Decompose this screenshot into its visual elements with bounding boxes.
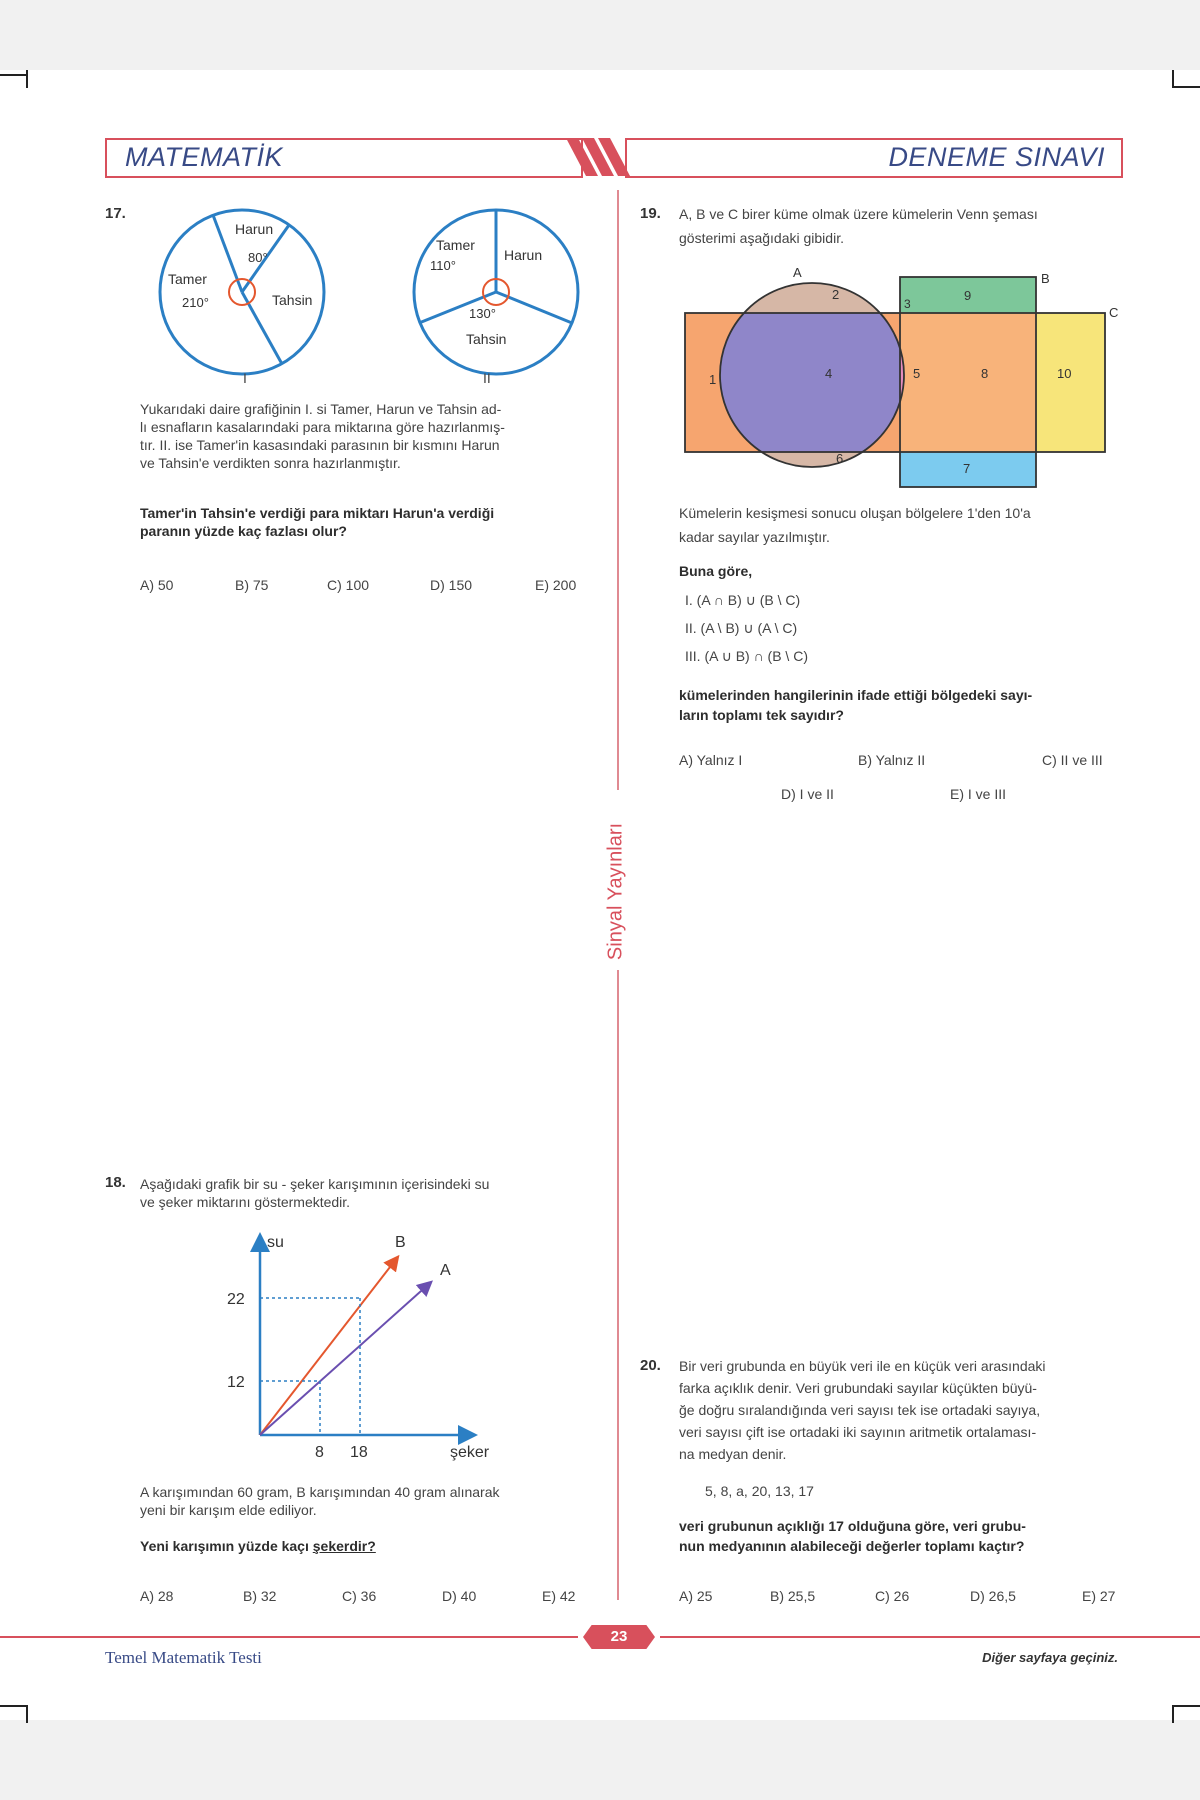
q17-text-2: lı esnafların kasalarındaki para miktarına göre hazırlanmış- (140, 419, 505, 435)
q19-intro-1: A, B ve C birer küme olmak üzere kümelerin Venn şeması (679, 206, 1038, 222)
footer-left-text: Temel Matematik Testi (105, 1648, 262, 1667)
crop-mark-top-right (1172, 86, 1200, 88)
venn-set-c: C (1109, 305, 1119, 320)
q17-option-d[interactable]: D) 150 (430, 577, 473, 593)
q18-intro-1: Aşağıdaki grafik bir su - şeker karışımının içerisindeki su (140, 1176, 490, 1192)
q19-item-1: I. (A ∩ B) ∪ (B \ C) (685, 592, 801, 608)
header-right-title: DENEME SINAVI (888, 142, 1105, 172)
q20-option-d[interactable]: D) 26,5 (970, 1588, 1016, 1604)
venn-region-1: 1 (709, 372, 717, 387)
crop-mark-bottom-right-v (1172, 1705, 1174, 1723)
q20-option-b[interactable]: B) 25,5 (770, 1588, 816, 1604)
header-left-title: MATEMATİK (125, 142, 283, 172)
q20-option-e[interactable]: E) 27 (1082, 1588, 1116, 1604)
q19-lead: Buna göre, (679, 563, 753, 579)
q17-number: 17. (105, 205, 126, 222)
q18-option-c[interactable]: C) 36 (342, 1588, 377, 1604)
q20-option-c[interactable]: C) 26 (875, 1588, 910, 1604)
q18-question-underlined: şekerdir? (312, 1538, 376, 1554)
venn-set-a: A (793, 265, 802, 280)
venn-region-4: 4 (825, 366, 833, 381)
crop-mark-bottom-right (1172, 1705, 1200, 1707)
q18-line-graph (215, 1225, 515, 1470)
q18-text-1: A karışımından 60 gram, B karışımından 40 gram alınarak (140, 1484, 500, 1500)
q19-option-b[interactable]: B) Yalnız II (858, 752, 926, 768)
crop-mark-bottom-left (0, 1705, 28, 1707)
q17-c1-tahsin: Tahsin (272, 292, 313, 308)
q17-c2-angle-tahsin: 130° (469, 306, 496, 321)
q17-c1-caption: I (243, 370, 247, 386)
q18-question (140, 1538, 376, 1555)
crop-mark-top-left-v (26, 70, 28, 88)
q19-item-2: II. (A \ B) ∪ (A \ C) (685, 620, 798, 636)
q18-option-a[interactable]: A) 28 (140, 1588, 174, 1604)
q18-option-e[interactable]: E) 42 (542, 1588, 576, 1604)
q18-y-label: su (267, 1234, 284, 1251)
q20-text-1: Bir veri grubunda en büyük veri ile en küçük veri arasındaki (679, 1358, 1046, 1374)
q19-item-3: III. (A ∪ B) ∩ (B \ C) (685, 648, 808, 664)
q19-note-2: kadar sayılar yazılmıştır. (679, 529, 830, 545)
q20-text-4: veri sayısı çift ise ortadaki iki sayının aritmetik ortalaması- (679, 1424, 1037, 1440)
side-label: Sinyal Yayınları (604, 822, 627, 961)
q20-text-5: na medyan denir. (679, 1446, 787, 1462)
q18-option-b[interactable]: B) 32 (243, 1588, 277, 1604)
q17-text-1: Yukarıdaki daire grafiğinin I. si Tamer, Harun ve Tahsin ad- (140, 401, 502, 417)
q17-c1-tamer: Tamer (168, 271, 207, 287)
venn-set-b: B (1041, 271, 1050, 286)
q17-c1-angle-harun: 80° (248, 250, 268, 265)
q19-option-a[interactable]: A) Yalnız I (679, 752, 743, 768)
q17-c2-harun: Harun (504, 247, 543, 263)
q19-question-2: ların toplamı tek sayıdır? (679, 707, 844, 723)
q17-pie-chart-2 (404, 200, 594, 390)
q19-question-1: kümelerinden hangilerinin ifade ettiği bölgedeki sayı- (679, 687, 1033, 703)
q19-intro-2: gösterimi aşağıdaki gibidir. (679, 230, 844, 246)
q20-text-2: farka açıklık denir. Veri grubundaki sayılar küçükten büyü- (679, 1380, 1037, 1396)
q17-text-4: ve Tahsin'e verdikten sonra hazırlanmıştır. (140, 455, 401, 471)
q18-text-2: yeni bir karışım elde ediliyor. (140, 1502, 317, 1518)
venn-region-5: 5 (913, 366, 921, 381)
q17-question-1: Tamer'in Tahsin'e verdiği para miktarı Harun'a verdiği (140, 505, 495, 521)
venn-region-9: 9 (964, 288, 972, 303)
venn-region-2: 2 (832, 287, 840, 302)
q18-x-tick-8: 8 (315, 1444, 324, 1461)
q17-option-a[interactable]: A) 50 (140, 577, 174, 593)
q19-option-c[interactable]: C) II ve III (1042, 752, 1103, 768)
q17-c2-tamer: Tamer (436, 237, 475, 253)
venn-region-8: 8 (981, 366, 989, 381)
column-divider-bottom (617, 970, 619, 1600)
q18-x-label: şeker (450, 1444, 490, 1461)
q17-option-c[interactable]: C) 100 (327, 577, 370, 593)
q17-option-b[interactable]: B) 75 (235, 577, 269, 593)
q17-c2-caption: II (483, 370, 491, 386)
q17-c2-angle-tamer: 110° (430, 258, 456, 273)
venn-region-3: 3 (904, 297, 911, 311)
q19-venn-diagram (675, 255, 1125, 495)
q20-number: 20. (640, 1357, 661, 1374)
q18-option-d[interactable]: D) 40 (442, 1588, 477, 1604)
q20-question-2: nun medyanının alabileceği değerler toplamı kaçtır? (679, 1538, 1025, 1554)
q20-option-a[interactable]: A) 25 (679, 1588, 713, 1604)
q18-line-a-label: A (440, 1262, 451, 1279)
footer-right-text: Diğer sayfaya geçiniz. (982, 1650, 1118, 1665)
q18-number: 18. (105, 1174, 126, 1191)
q20-question-1: veri grubunun açıklığı 17 olduğuna göre, veri grubu- (679, 1518, 1026, 1534)
venn-region-7: 7 (963, 461, 971, 476)
q18-line-b-label: B (395, 1234, 406, 1251)
q19-number: 19. (640, 205, 661, 222)
q18-y-tick-12: 12 (227, 1374, 245, 1391)
q17-question-2: paranın yüzde kaç fazlası olur? (140, 523, 347, 539)
q19-option-d[interactable]: D) I ve II (781, 786, 834, 802)
q20-data-set: 5, 8, a, 20, 13, 17 (705, 1483, 814, 1499)
footer-page-number: 23 (610, 1628, 628, 1645)
q18-y-tick-22: 22 (227, 1291, 245, 1308)
q17-option-e[interactable]: E) 200 (535, 577, 577, 593)
footer-rule-right (660, 1636, 1200, 1638)
q20-text-3: ğe doğru sıralandığında veri sayısı tek ise ortadaki sayıya, (679, 1402, 1041, 1418)
crop-mark-top-right-v (1172, 70, 1174, 88)
crop-mark-bottom-left-v (26, 1705, 28, 1723)
footer-rule-left (0, 1636, 578, 1638)
q17-text-3: tır. II. ise Tamer'in kasasındaki parasının bir kısmını Harun (140, 437, 500, 453)
q17-pie-chart-1 (150, 200, 340, 390)
venn-region-6: 6 (836, 451, 844, 466)
q18-question-prefix: Yeni karışımın yüzde kaçı (140, 1538, 313, 1554)
venn-region-10: 10 (1057, 366, 1072, 381)
q17-c1-angle-tamer: 210° (182, 295, 209, 310)
q17-c2-tahsin: Tahsin (466, 331, 507, 347)
q19-option-e[interactable]: E) I ve III (950, 786, 1007, 802)
q19-note-1: Kümelerin kesişmesi sonucu oluşan bölgelere 1'den 10'a (679, 505, 1031, 521)
q18-x-tick-18: 18 (350, 1444, 368, 1461)
q17-c1-harun: Harun (235, 221, 274, 237)
q18-intro-2: ve şeker miktarını göstermektedir. (140, 1194, 351, 1210)
column-divider-top (617, 190, 619, 790)
crop-mark-top-left (0, 74, 28, 76)
